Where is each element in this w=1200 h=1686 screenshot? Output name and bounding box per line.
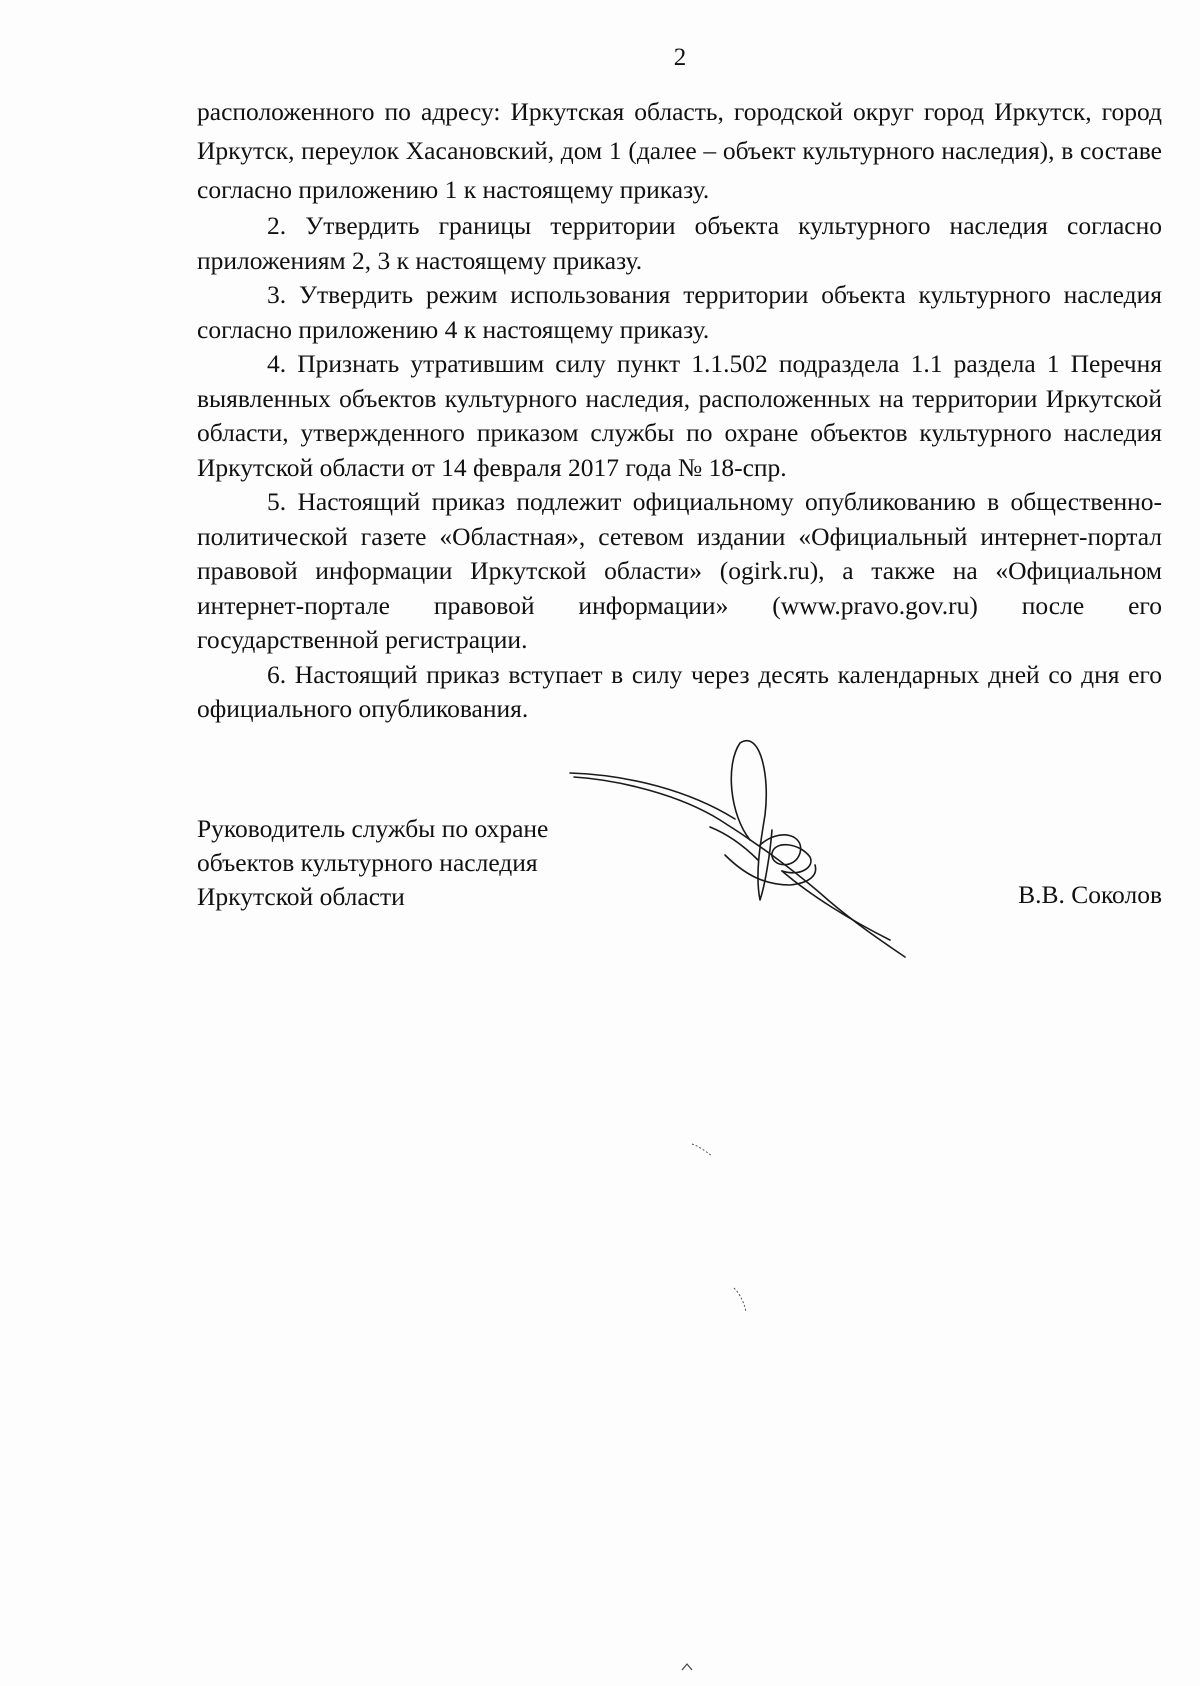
- scan-speck: [732, 1286, 752, 1316]
- signer-position-line-2: объектов культурного наследия: [197, 848, 538, 877]
- scan-speck: [690, 1140, 720, 1160]
- scan-speck: [680, 1662, 694, 1672]
- paragraph-1-continuation: расположенного по адресу: Иркутская область, городской округ город Иркутск, город Иркутск, переулок Хасановский, дом 1 (далее – объект культурного наследия), в составе согласно приложению 1 к настоящему приказу.: [197, 97, 1162, 204]
- paragraph-3: 3. Утвердить режим использования территории объекта культурного наследия согласно приложению 4 к настоящему приказу.: [197, 280, 1162, 344]
- paragraph-4: 4. Признать утратившим силу пункт 1.1.502 подраздела 1.1 раздела 1 Перечня выявленных объектов культурного наследия, расположенных на территории Иркутской области, утвержденного приказом службы по охране объектов культурного наследия Иркутской области от 14 февраля 2017 года № 18-спр.: [197, 349, 1162, 482]
- handwritten-signature: [560, 735, 920, 975]
- signer-name: В.В. Соколов: [1018, 880, 1162, 909]
- signer-position-line-3: Иркутской области: [197, 882, 405, 911]
- paragraph-2: 2. Утвердить границы территории объекта культурного наследия согласно приложениям 2, 3 к настоящему приказу.: [197, 211, 1162, 275]
- paragraph-6: 6. Настоящий приказ вступает в силу через десять календарных дней со дня его официального опубликования.: [197, 659, 1162, 723]
- document-body: [197, 92, 1162, 727]
- paragraph-5: 5. Настоящий приказ подлежит официальному опубликованию в общественно-политической газете «Областная», сетевом издании «Официальный интернет-портал правовой информации Иркутской области» (ogirk.ru), а также на «Официальном интернет-портале правовой информации» (www.pravo.gov.ru) после его государственной регистрации.: [197, 487, 1162, 654]
- page-number: 2: [673, 44, 687, 71]
- signer-position: [197, 812, 548, 914]
- signer-position-line-1: Руководитель службы по охране: [197, 814, 549, 843]
